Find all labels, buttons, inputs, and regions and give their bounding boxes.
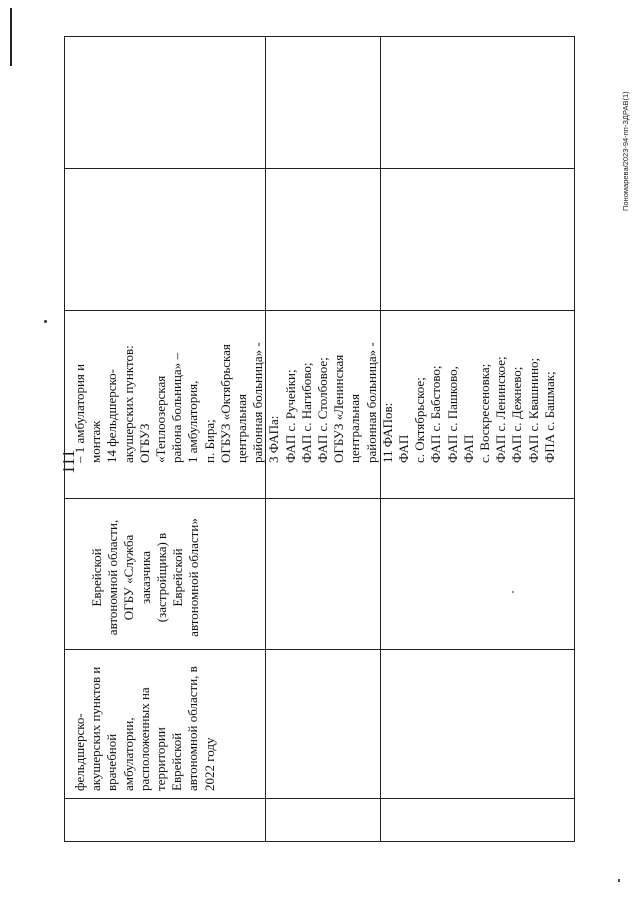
- table-row-divider: [64, 798, 575, 799]
- cell-text-line: территории: [153, 727, 169, 791]
- cell-text-line: – 1 амбулатория и: [72, 363, 87, 463]
- cell-text-line: Еврейской: [89, 548, 104, 607]
- table-cell-customer: [89, 500, 202, 655]
- table-row-divider: [64, 498, 575, 499]
- cell-text-line: амбулатории,: [120, 717, 136, 791]
- cell-text-line: 11 ФАПов:: [379, 402, 395, 463]
- cell-text-line: ФАП: [460, 434, 476, 463]
- cell-text-line: ФАП с. Пашково,: [444, 366, 460, 463]
- cell-text-line: ОГБУЗ: [136, 423, 152, 463]
- cell-text-line: 1 амбулатория,: [185, 380, 201, 463]
- cell-text-line: акушерских пунктов и: [88, 666, 104, 791]
- cell-text-line: врачебной: [104, 733, 120, 791]
- cell-text-line: Еврейской: [170, 548, 186, 607]
- cell-text-line: 2022 году: [201, 737, 217, 791]
- page-number: 111: [59, 449, 78, 474]
- table-row-divider: [64, 168, 575, 169]
- scan-margin-mark: [10, 8, 12, 66]
- cell-text-line: автономной области»: [186, 518, 202, 637]
- cell-text-line: п. Бира;: [201, 419, 217, 463]
- cell-text-line: ОГБУЗ «Ленинская: [331, 354, 347, 463]
- cell-text-line: монтаж: [88, 420, 104, 463]
- cell-text-line: (застройщика) в: [153, 532, 169, 623]
- cell-text-line: с. Воскресеновка;: [477, 363, 493, 463]
- cell-text-line: ФАП с. Ленинское;: [493, 356, 509, 463]
- cell-text-line: ФАП с. Столбовое;: [315, 357, 331, 463]
- cell-text-line: ФАП с. Квашнино;: [525, 357, 541, 463]
- cell-text-line: автономной области,: [105, 519, 121, 636]
- cell-text-line: 3 ФАПа:: [266, 415, 282, 463]
- cell-text-line: заказчика: [137, 550, 153, 605]
- cell-text-line: автономной области, в: [185, 666, 201, 791]
- cell-text-line: с. Октябрьское;: [412, 377, 428, 463]
- cell-text-line: ОГБУ «Служба: [121, 534, 137, 621]
- scan-speck: [44, 320, 47, 323]
- cell-text-line: ФАП с. Бабстово;: [428, 365, 444, 463]
- table-cell-purpose: [72, 643, 218, 791]
- cell-text-line: районa больница» –: [169, 353, 185, 463]
- cell-text-line: «Теплоозерская: [153, 375, 169, 463]
- cell-text-line: акушерских пунктов:: [120, 345, 136, 463]
- document-stamp: Пономарева/2023-94-пп-ЗДРАВ(1): [621, 91, 630, 211]
- cell-text-line: Еврейской: [169, 732, 185, 791]
- cell-text-line: ФАП с. Дежнево;: [509, 366, 525, 463]
- table-row-divider: [64, 310, 575, 311]
- cell-text-line: центральная: [234, 393, 250, 463]
- cell-text-line: 14 фельдшерско-: [104, 368, 120, 463]
- cell-text-line: ОГБУЗ «Октябрьская: [217, 344, 233, 463]
- cell-text-line: районная больница» -: [250, 342, 266, 463]
- cell-text-line: ФАП: [396, 434, 412, 463]
- cell-text-line: центральная: [347, 393, 363, 463]
- cell-text-line: ФАП с. Нагибово;: [298, 362, 314, 463]
- scan-speck: [618, 879, 620, 882]
- cell-text-line: фельдшерско-: [72, 713, 87, 791]
- cell-text-line: районная больница» -: [363, 342, 379, 463]
- cell-text-line: ФАП с. Ручейки;: [282, 369, 298, 463]
- table-cell-details: [72, 313, 558, 463]
- cell-text-line: расположенных на: [136, 687, 152, 791]
- cell-text-line: ФПА с. Башмак;: [541, 371, 557, 463]
